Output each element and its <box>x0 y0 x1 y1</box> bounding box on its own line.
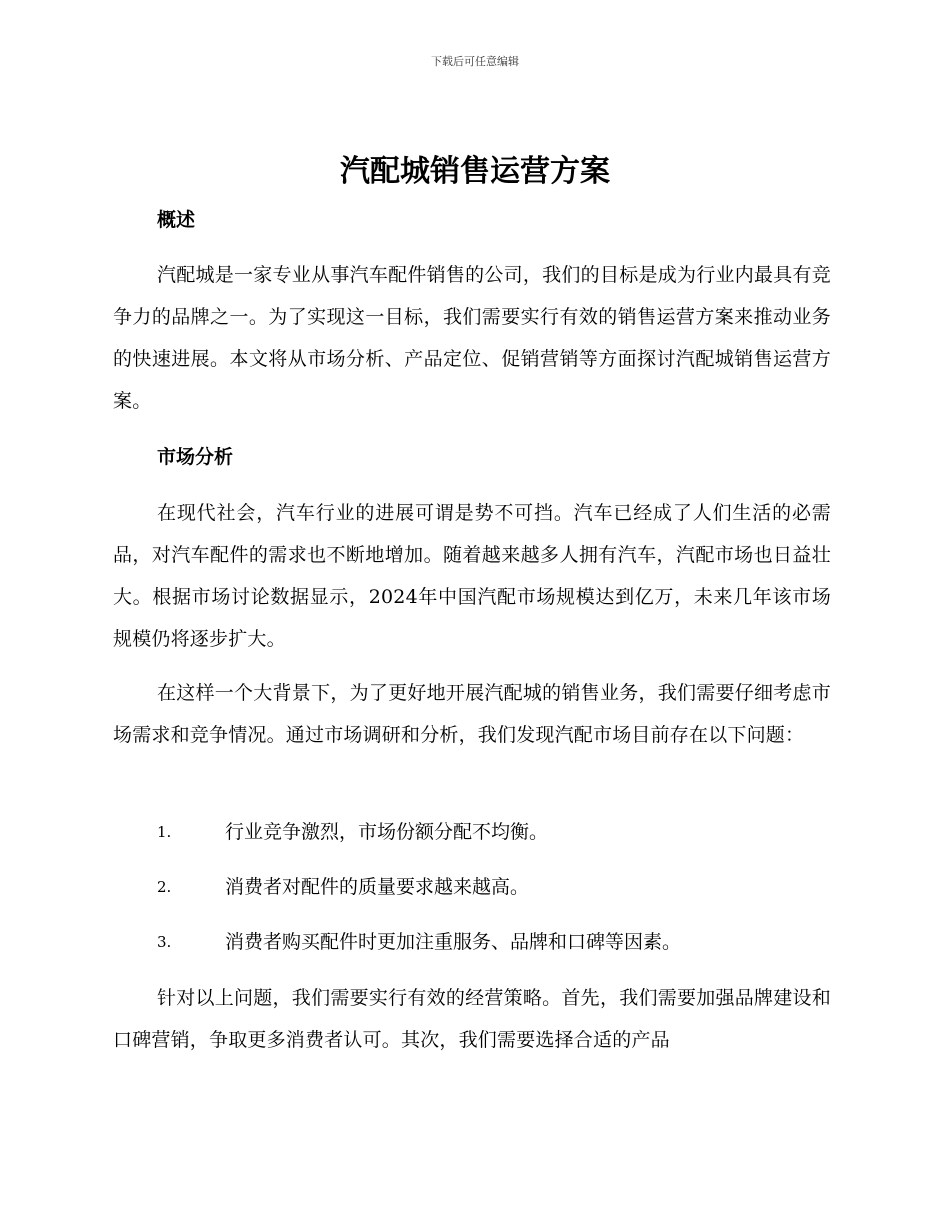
market-paragraph-3: 针对以上问题，我们需要实行有效的经营策略。首先，我们需要加强品牌建设和口碑营销，争取更多消费者认可。其次，我们需要选择合适的产品 <box>113 987 831 1051</box>
issue-list-item <box>157 927 831 957</box>
section-heading-market: 市场分析 <box>157 446 234 468</box>
document-title: 汽配城销售运营方案 <box>340 154 610 189</box>
market-paragraph-1: 在现代社会，汽车行业的进展可谓是势不可挡。汽车已经成了人们生活的必需品，对汽车配件的需求也不断地增加。随着越来越多人拥有汽车，汽配市场也日益壮大。根据市场讨论数据显示，2024年中国汽配市场规模达到亿万，未来几年该市场规模仍将逐步扩大。 <box>113 502 831 650</box>
list-item-text: 消费者购买配件时更加注重服务、品牌和口碑等因素。 <box>225 931 682 953</box>
list-item-text: 行业竞争激烈，市场份额分配不均衡。 <box>225 821 549 843</box>
issue-list-item <box>157 817 831 847</box>
page-header-note: 下载后可任意编辑 <box>431 55 519 68</box>
overview-paragraph: 汽配城是一家专业从事汽车配件销售的公司，我们的目标是成为行业内最具有竞争力的品牌之一。为了实现这一目标，我们需要实行有效的销售运营方案来推动业务的快速进展。本文将从市场分析、产品定位、促销营销等方面探讨汽配城销售运营方案。 <box>113 264 831 412</box>
list-item-number: 1. <box>157 823 172 841</box>
section-heading-overview: 概述 <box>157 209 196 231</box>
issue-list-item <box>157 872 831 902</box>
list-item-number: 3. <box>157 933 172 951</box>
market-paragraph-2: 在这样一个大背景下，为了更好地开展汽配城的销售业务，我们需要仔细考虑市场需求和竞争情况。通过市场调研和分析，我们发现汽配市场目前存在以下问题： <box>113 682 831 746</box>
list-item-number: 2. <box>157 878 172 896</box>
list-item-text: 消费者对配件的质量要求越来越高。 <box>225 876 530 898</box>
